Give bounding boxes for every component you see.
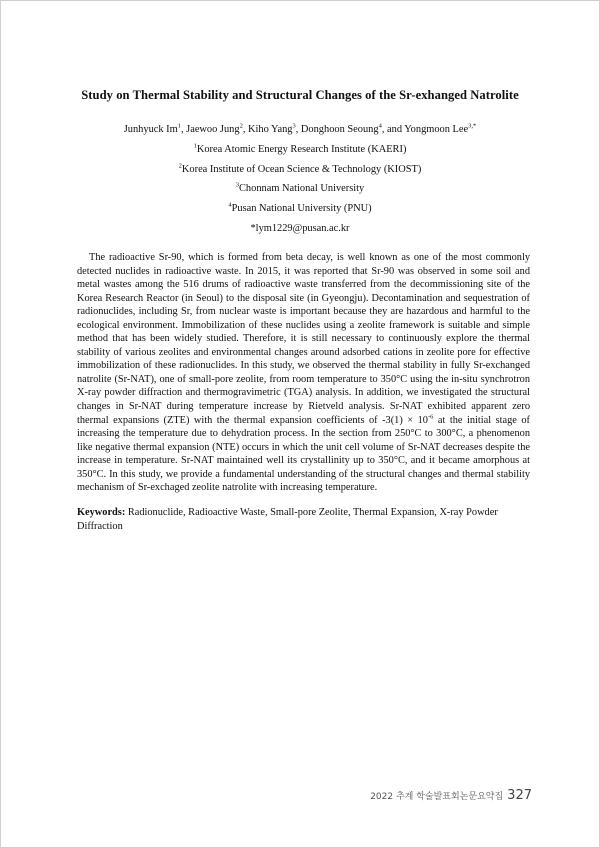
author-block xyxy=(0,120,600,239)
author-sup: 2 xyxy=(239,122,243,130)
keywords-text: Radionuclide, Radioactive Waste, Small-pore Zeolite, Thermal Expansion, X-ray Powder Diffraction xyxy=(77,507,498,532)
affiliation-4: $^4$Pusan National University (PNU) xyxy=(228,201,372,215)
paper-title: Study on Thermal Stability and Structural Changes of the Sr-exhanged Natrolite xyxy=(81,88,519,102)
author-sup: 3,* xyxy=(468,122,477,130)
keywords-label: Keywords: xyxy=(77,507,126,518)
footer-proceedings-title: 2022 추계 학술발표회논문요약집 xyxy=(370,792,504,802)
author-name: , Kiho Yang xyxy=(242,124,293,135)
author-list xyxy=(0,120,600,140)
author-name: Junhyuck Im xyxy=(123,124,178,135)
corresponding-email: *lym1229@pusan.ac.kr xyxy=(250,222,350,234)
affiliation-1: $^1$Korea Atomic Energy Research Institute (KAERI) xyxy=(193,142,407,155)
author-sup: 4 xyxy=(378,122,382,130)
author-name: , and Yongmoon Lee xyxy=(381,124,469,135)
abstract-text-2: at the initial stage of increasing the temperature due to dehydration process. In the section from 250°C to 300°C, a phenomenon like negative thermal expansion (NTE) occurs in which the unit cell volume of Sr-NAT decreases despite the increase in temperature. Sr-NAT maintained well its crystallinity up to 350°C, and it became amorphous at 350°C. In this study, we provide a fundamental understanding of the structural changes and thermal stability mechanism of Sr-exchaged zeolite natrolite with increasing temperature. xyxy=(77,414,530,494)
affiliation-3: $^3$Chonnam National University xyxy=(235,181,365,195)
abstract-text-1: The radioactive Sr-90, which is formed from beta decay, is well known as one of the most commonly detected nuclides in radioactive waste. In 2015, it was reported that Sr-90 was observed in some soil and metal wastes among the 516 drums of radioactive waste transferred from the decommissioning site of the Korea Research Reactor (in Seoul) to the disposal site (in Gyeongju). Decontamination and sequestration of radionuclides, including Sr, from nuclear waste is important because they are hazardous and harmful to the ecological environment. Immobilization of these nuclides using a zeolite framework is suitable and simple method that has been widely studied. Therefore, it is still necessary to continuously explore the thermal stability of various zeolites and environmental changes around adsorbed cations in zeolite pore for effective immobilization of these radionuclides. In this study, we observed the thermal stability in fully Sr-exchanged natrolite (Sr-NAT), one of small-pore zeolite, from room temperature to 350°C using the in-situ synchrotron X-ray powder diffraction and thermogravimetric (TGA) analysis. In addition, we investigated the structural changes in Sr-NAT during temperature increase by Rietveld analysis. Sr-NAT exhibited apparent zero thermal expansions (ZTE) with the thermal expansion coefficients of -3(1) × 10 xyxy=(77,252,530,426)
abstract-body xyxy=(77,251,530,495)
author-sup: 3 xyxy=(292,122,296,130)
abstract-exponent: -6 xyxy=(427,413,434,421)
page-number: 327 xyxy=(507,788,532,803)
author-name: , Donghoon Seoung xyxy=(295,124,379,135)
author-name: , Jaewoo Jung xyxy=(180,124,240,135)
affiliation-2: $^2$Korea Institute of Ocean Science & Technology (KIOST) xyxy=(178,162,422,175)
page-footer xyxy=(370,788,532,803)
keywords-line xyxy=(77,506,530,533)
author-sup: 1 xyxy=(177,122,181,130)
